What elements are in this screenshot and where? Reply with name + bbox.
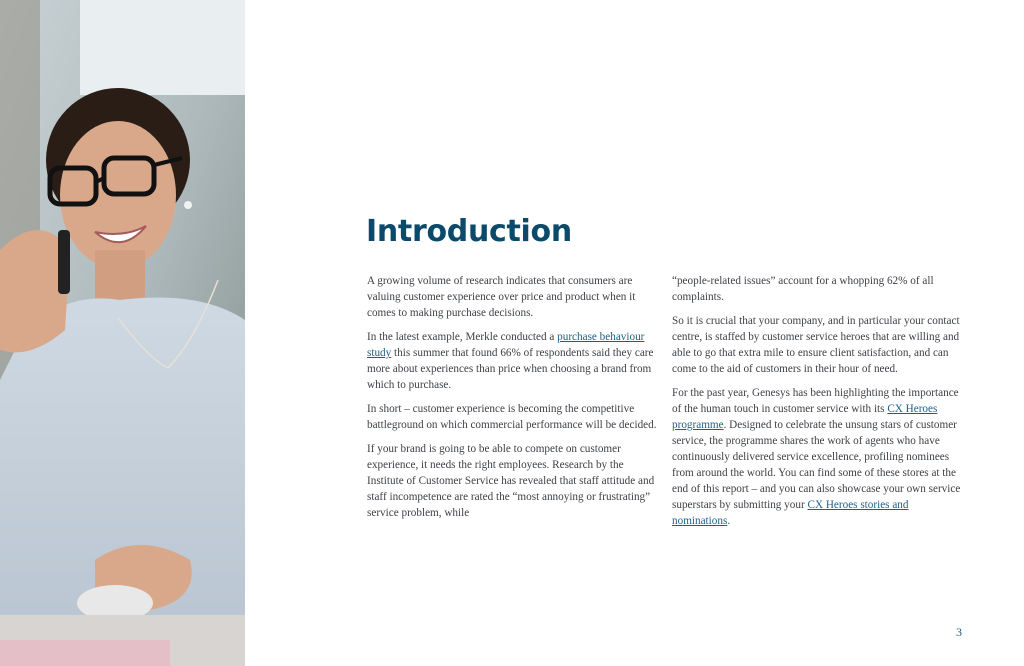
hero-photo-woman-on-phone [0,0,245,666]
paragraph: In short – customer experience is becoming the competitive battleground on which commercial performance will be decided. [367,403,657,431]
paragraph [672,385,968,529]
left-text-column [367,273,657,529]
paragraph: “people-related issues” account for a whopping 62% of all complaints. [672,275,934,303]
paragraph: A growing volume of research indicates that consumers are valuing customer experience over price and product when it comes to making purchase decisions. [367,275,636,319]
right-text-column [672,273,968,537]
page-number: 3 [956,625,962,639]
paragraph: If your brand is going to be able to compete on customer experience, it needs the right employees. Research by the Institute of Customer Service has revealed that staff attitude and staff incompetence are rated the “most annoying or frustrating” service problem, while [367,443,655,519]
paragraph [367,329,657,393]
page-title: Introduction [366,214,572,249]
cx-heroes-programme-link[interactable]: CX Heroes programme [672,403,938,431]
paragraph-text: In the latest example, Merkle conducted a [367,331,558,343]
paragraph-text: this summer that found 66% of respondents said they care more about experiences than price when choosing a brand from which to purchase. [367,347,654,391]
paragraph: So it is crucial that your company, and in particular your contact centre, is staffed by customer service heroes that are willing and able to go that extra mile to ensure client satisfaction, and can come to the aid of customers in their hour of need. [672,315,960,375]
cx-heroes-stories-link[interactable]: CX Heroes stories and nominations [672,499,909,527]
paragraph-text: . Designed to celebrate the unsung stars of customer service, the programme shares the work of agents who have continuously delivered service excellence, profiling nominees from around the world. You can find some of these stores at the end of this report – and you can also showcase your own service superstars by submitting your [672,419,961,511]
paragraph-text: For the past year, Genesys has been highlighting the importance of the human touch in customer service with its [672,387,959,415]
purchase-behaviour-study-link[interactable]: purchase behaviour study [367,331,645,359]
paragraph-text: . [727,515,731,527]
